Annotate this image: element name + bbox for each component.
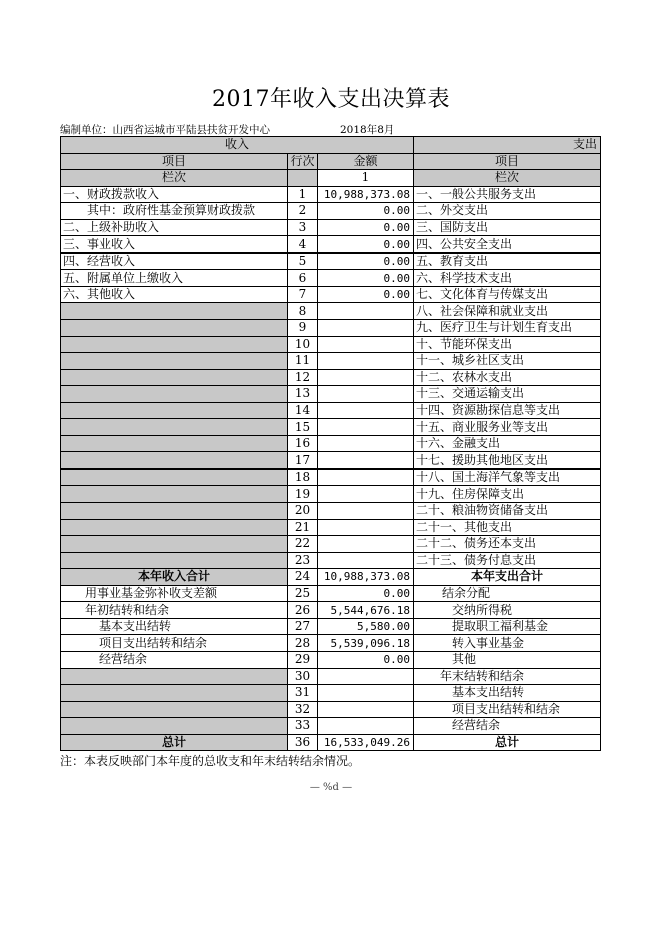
- expense-item: 十六、金融支出: [414, 435, 601, 452]
- amount-cell: [318, 419, 414, 436]
- amount-cell: [318, 369, 414, 386]
- line-number: 29: [288, 651, 318, 668]
- table-row: [61, 668, 601, 685]
- amount-header: 金额: [318, 153, 414, 170]
- line-number: 36: [288, 734, 318, 751]
- amount-cell: [318, 503, 414, 520]
- table-row: [61, 618, 601, 635]
- line-number: 31: [288, 685, 318, 702]
- amount-cell: [318, 701, 414, 718]
- income-item: [61, 402, 288, 419]
- item-header: 项目: [61, 153, 288, 170]
- income-header: 收入: [61, 137, 414, 154]
- amount-cell: 10,988,373.08: [318, 569, 414, 586]
- table-row: [61, 419, 601, 436]
- amount-cell: [318, 336, 414, 353]
- expense-item: 二、外交支出: [414, 203, 601, 220]
- line-number: 21: [288, 519, 318, 536]
- table-row: [61, 552, 601, 569]
- expense-item: 其他: [414, 651, 601, 668]
- amount-cell: 0.00: [318, 286, 414, 303]
- amount-cell: 0.00: [318, 270, 414, 287]
- table-row: [61, 253, 601, 270]
- expense-item: 十八、国土海洋气象等支出: [414, 469, 601, 486]
- table-row: [61, 469, 601, 486]
- col-label: 栏次: [61, 170, 288, 187]
- income-item: [61, 303, 288, 320]
- line-number: 23: [288, 552, 318, 569]
- amount-cell: [318, 386, 414, 403]
- table-row: [61, 734, 601, 751]
- expense-item: 八、社会保障和就业支出: [414, 303, 601, 320]
- line-number: 22: [288, 536, 318, 553]
- expense-item: 十三、交通运输支出: [414, 386, 601, 403]
- amount-cell: 0.00: [318, 253, 414, 270]
- income-item: [61, 369, 288, 386]
- expense-item: 十、节能环保支出: [414, 336, 601, 353]
- amount-cell: 0.00: [318, 203, 414, 220]
- line-number: 1: [288, 186, 318, 203]
- table-row: [61, 569, 601, 586]
- line-number: 2: [288, 203, 318, 220]
- line-number: 12: [288, 369, 318, 386]
- expense-item: 四、公共安全支出: [414, 236, 601, 253]
- table-row: [61, 435, 601, 452]
- amount-cell: [318, 303, 414, 320]
- income-item: [61, 536, 288, 553]
- table-row: [61, 303, 601, 320]
- line-number: 26: [288, 602, 318, 619]
- line-number: 28: [288, 635, 318, 652]
- income-item: 五、附属单位上缴收入: [61, 270, 288, 287]
- line-no-header: 行次: [288, 153, 318, 170]
- expense-item: 五、教育支出: [414, 253, 601, 270]
- col-number: 1: [318, 170, 414, 187]
- line-number: 17: [288, 452, 318, 469]
- income-item: [61, 419, 288, 436]
- page-footer: — %d —: [309, 782, 353, 793]
- expense-item: 九、医疗卫生与计划生育支出: [414, 320, 601, 337]
- income-item: [61, 353, 288, 370]
- amount-cell: [318, 668, 414, 685]
- table-row: [61, 602, 601, 619]
- income-item: [61, 435, 288, 452]
- income-item: [61, 486, 288, 503]
- income-item: 三、事业收入: [61, 236, 288, 253]
- table-row: [61, 701, 601, 718]
- header-row-col-index: [61, 170, 601, 187]
- line-number: 11: [288, 353, 318, 370]
- table-row: [61, 519, 601, 536]
- amount-cell: [318, 320, 414, 337]
- expense-item: 十一、城乡社区支出: [414, 353, 601, 370]
- line-number: 25: [288, 585, 318, 602]
- expense-item: 交纳所得税: [414, 602, 601, 619]
- line-number: 33: [288, 718, 318, 735]
- line-number: 3: [288, 219, 318, 236]
- table-row: [61, 203, 601, 220]
- table-row: [61, 635, 601, 652]
- line-number: 27: [288, 618, 318, 635]
- expense-item: 经营结余: [414, 718, 601, 735]
- line-number: 14: [288, 402, 318, 419]
- expense-item: 年末结转和结余: [414, 668, 601, 685]
- table-row: [61, 270, 601, 287]
- expense-item: 十九、住房保障支出: [414, 486, 601, 503]
- table-row: [61, 486, 601, 503]
- report-date: 2018年8月: [340, 124, 395, 136]
- expense-item-header: 项目: [414, 153, 601, 170]
- income-item: [61, 469, 288, 486]
- line-number: 9: [288, 320, 318, 337]
- income-item: 基本支出结转: [61, 618, 288, 635]
- amount-cell: [318, 536, 414, 553]
- amount-cell: 0.00: [318, 585, 414, 602]
- amount-cell: 5,580.00: [318, 618, 414, 635]
- table-row: [61, 336, 601, 353]
- expense-item: 十四、资源勘探信息等支出: [414, 402, 601, 419]
- expense-item: 十二、农林水支出: [414, 369, 601, 386]
- line-number: 20: [288, 503, 318, 520]
- header-row-columns: [61, 153, 601, 170]
- expense-item: 十五、商业服务业等支出: [414, 419, 601, 436]
- table-row: [61, 685, 601, 702]
- income-item: [61, 668, 288, 685]
- footnote: 注：本表反映部门本年度的总收支和年末结转结余情况。: [60, 754, 361, 768]
- line-number: 16: [288, 435, 318, 452]
- expense-item: 十七、援助其他地区支出: [414, 452, 601, 469]
- income-item: 其中：政府性基金预算财政拨款: [61, 203, 288, 220]
- income-item: 总计: [61, 734, 288, 751]
- amount-cell: 0.00: [318, 236, 414, 253]
- amount-cell: 0.00: [318, 651, 414, 668]
- line-number: 10: [288, 336, 318, 353]
- income-item: [61, 386, 288, 403]
- amount-cell: [318, 486, 414, 503]
- line-number: 30: [288, 668, 318, 685]
- table-row: [61, 585, 601, 602]
- table-row: [61, 386, 601, 403]
- income-item: [61, 552, 288, 569]
- table-row: [61, 503, 601, 520]
- income-item: 六、其他收入: [61, 286, 288, 303]
- table-row: [61, 452, 601, 469]
- expense-item: 七、文化体育与传媒支出: [414, 286, 601, 303]
- line-number: 19: [288, 486, 318, 503]
- table-row: [61, 536, 601, 553]
- income-item: 四、经营收入: [61, 253, 288, 270]
- line-number: 24: [288, 569, 318, 586]
- income-item: [61, 519, 288, 536]
- expense-item: 基本支出结转: [414, 685, 601, 702]
- income-item: [61, 718, 288, 735]
- income-item: [61, 503, 288, 520]
- line-number: 4: [288, 236, 318, 253]
- expense-item: 项目支出结转和结余: [414, 701, 601, 718]
- line-number: 32: [288, 701, 318, 718]
- income-item: 项目支出结转和结余: [61, 635, 288, 652]
- income-item: [61, 452, 288, 469]
- reporting-unit: 编制单位：山西省运城市平陆县扶贫开发中心: [60, 124, 270, 136]
- amount-cell: 5,544,676.18: [318, 602, 414, 619]
- amount-cell: 5,539,096.18: [318, 635, 414, 652]
- income-item: [61, 701, 288, 718]
- col-blank: [288, 170, 318, 187]
- table-row: [61, 402, 601, 419]
- expense-col-label: 栏次: [414, 170, 601, 187]
- expense-item: 转入事业基金: [414, 635, 601, 652]
- income-item: 本年收入合计: [61, 569, 288, 586]
- line-number: 18: [288, 469, 318, 486]
- table-row: [61, 369, 601, 386]
- income-item: 经营结余: [61, 651, 288, 668]
- table-row: [61, 320, 601, 337]
- expense-item: 提取职工福利基金: [414, 618, 601, 635]
- table-row: [61, 651, 601, 668]
- amount-cell: [318, 685, 414, 702]
- income-item: [61, 320, 288, 337]
- expense-item: 二十三、债务付息支出: [414, 552, 601, 569]
- table-row: [61, 353, 601, 370]
- amount-cell: 0.00: [318, 219, 414, 236]
- expense-item: 二十、粮油物资储备支出: [414, 503, 601, 520]
- income-item: 一、财政拨款收入: [61, 186, 288, 203]
- income-item: [61, 336, 288, 353]
- amount-cell: [318, 469, 414, 486]
- table-row: [61, 718, 601, 735]
- amount-cell: 10,988,373.08: [318, 186, 414, 203]
- line-number: 5: [288, 253, 318, 270]
- table-row: [61, 186, 601, 203]
- header-row-section: [61, 137, 601, 154]
- amount-cell: [318, 718, 414, 735]
- expense-item: 二十一、其他支出: [414, 519, 601, 536]
- expense-item: 总计: [414, 734, 601, 751]
- expense-item: 一、一般公共服务支出: [414, 186, 601, 203]
- table-row: [61, 219, 601, 236]
- amount-cell: 16,533,049.26: [318, 734, 414, 751]
- line-number: 7: [288, 286, 318, 303]
- table-row: [61, 286, 601, 303]
- amount-cell: [318, 552, 414, 569]
- amount-cell: [318, 353, 414, 370]
- budget-table: [60, 136, 601, 751]
- expense-header: 支出: [414, 137, 601, 154]
- income-item: 用事业基金弥补收支差额: [61, 585, 288, 602]
- amount-cell: [318, 402, 414, 419]
- amount-cell: [318, 452, 414, 469]
- table-row: [61, 236, 601, 253]
- page-title: 2017年收入支出决算表: [212, 87, 450, 112]
- expense-item: 本年支出合计: [414, 569, 601, 586]
- income-item: [61, 685, 288, 702]
- expense-item: 三、国防支出: [414, 219, 601, 236]
- line-number: 13: [288, 386, 318, 403]
- line-number: 8: [288, 303, 318, 320]
- amount-cell: [318, 519, 414, 536]
- line-number: 6: [288, 270, 318, 287]
- line-number: 15: [288, 419, 318, 436]
- expense-item: 二十二、债务还本支出: [414, 536, 601, 553]
- expense-item: 六、科学技术支出: [414, 270, 601, 287]
- expense-item: 结余分配: [414, 585, 601, 602]
- income-item: 二、上级补助收入: [61, 219, 288, 236]
- amount-cell: [318, 435, 414, 452]
- income-item: 年初结转和结余: [61, 602, 288, 619]
